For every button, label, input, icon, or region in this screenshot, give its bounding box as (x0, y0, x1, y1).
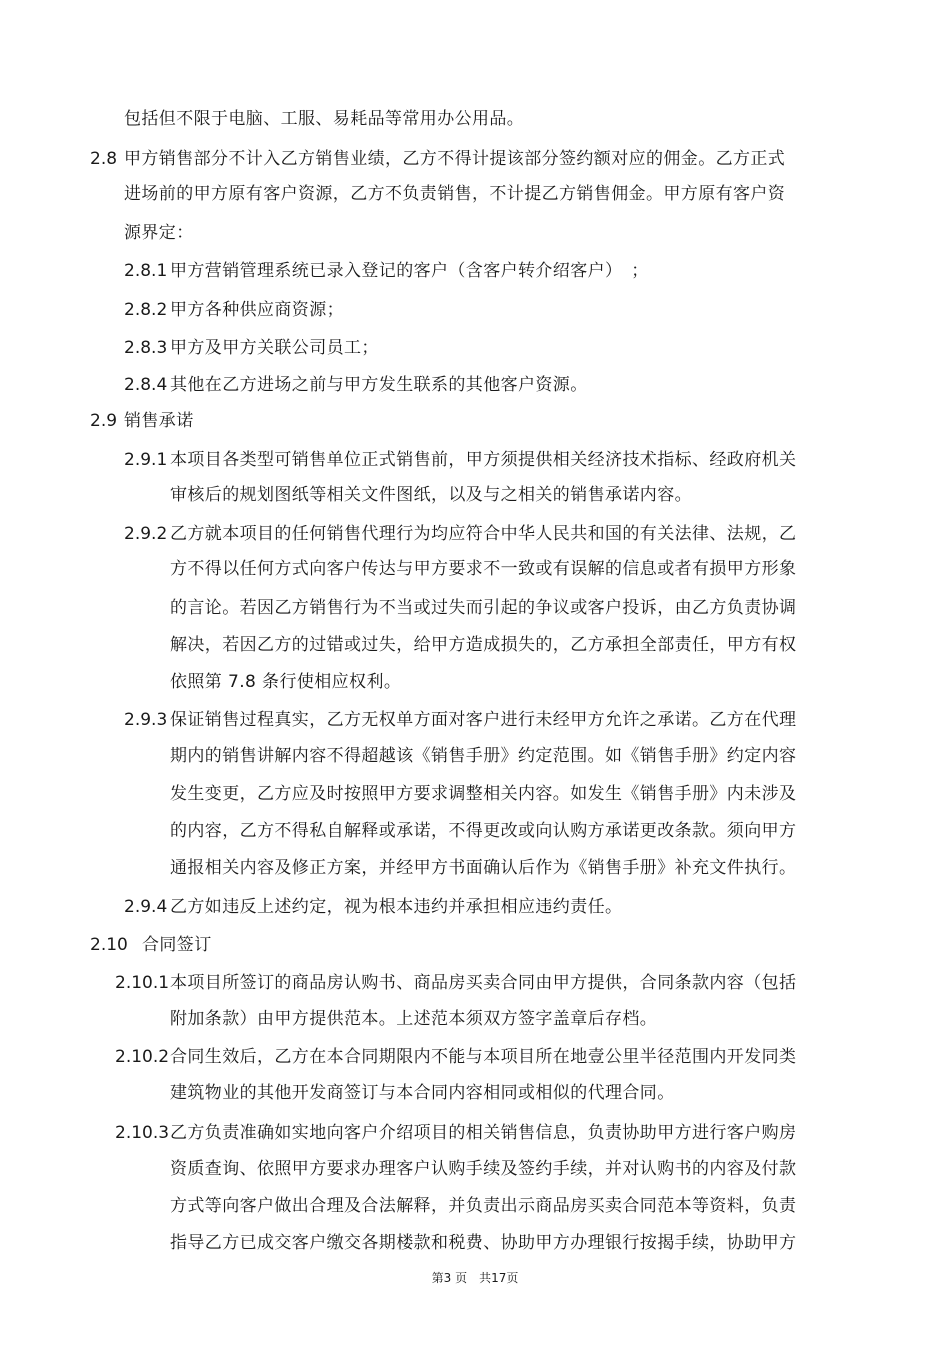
clause-number: 2.8.3 (124, 338, 168, 358)
text-line: 发生变更，乙方应及时按照甲方要求调整相关内容。如发生《销售手册》内未涉及 (170, 784, 797, 804)
text-line: 甲方各种供应商资源； (170, 300, 344, 320)
clause-number: 2.9.2 (124, 524, 168, 544)
text-line: 解决，若因乙方的过错或过失，给甲方造成损失的，乙方承担全部责任，甲方有权 (170, 635, 797, 655)
page-footer: 第3 页 共17页 (431, 1271, 519, 1285)
text-line: 本项目所签订的商品房认购书、商品房买卖合同由甲方提供，合同条款内容（包括 (170, 973, 797, 993)
section-number: 2.8 (90, 149, 118, 169)
text-line: 的言论。若因乙方销售行为不当或过失而引起的争议或客户投诉，由乙方负责协调 (170, 598, 797, 618)
text-line: 通报相关内容及修正方案，并经甲方书面确认后作为《销售手册》补充文件执行。 (170, 858, 797, 878)
section-number: 2.9 (90, 411, 118, 431)
text-line: 其他在乙方进场之前与甲方发生联系的其他客户资源。 (170, 375, 588, 395)
section-title: 销售承诺 (124, 411, 194, 431)
text-line: 甲方销售部分不计入乙方销售业绩，乙方不得计提该部分签约额对应的佣金。乙方正式 (124, 149, 786, 169)
text-line: 资质查询、依照甲方要求办理客户认购手续及签约手续，并对认购书的内容及付款 (170, 1159, 797, 1179)
text-line: 保证销售过程真实，乙方无权单方面对客户进行未经甲方允许之承诺。乙方在代理 (170, 710, 797, 730)
clause-number: 2.8.1 (124, 261, 168, 281)
text-line: 源界定： (124, 223, 194, 243)
section-number: 2.10 (90, 935, 128, 955)
text-line: 甲方及甲方关联公司员工； (170, 338, 379, 358)
text-line: 本项目各类型可销售单位正式销售前，甲方须提供相关经济技术指标、经政府机关 (170, 450, 797, 470)
text-line: 期内的销售讲解内容不得超越该《销售手册》约定范围。如《销售手册》约定内容 (170, 746, 797, 766)
text-line: 方不得以任何方式向客户传达与甲方要求不一致或有误解的信息或者有损甲方形象 (170, 559, 797, 579)
text-line: 乙方就本项目的任何销售代理行为均应符合中华人民共和国的有关法律、法规，乙 (170, 524, 797, 544)
clause-number: 2.10.1 (115, 973, 170, 993)
clause-number: 2.10.3 (115, 1123, 170, 1143)
text-line: 合同生效后，乙方在本合同期限内不能与本项目所在地壹公里半径范围内开发同类 (170, 1047, 797, 1067)
text-line: 指导乙方已成交客户缴交各期楼款和税费、协助甲方办理银行按揭手续，协助甲方 (170, 1233, 797, 1253)
text-line: 附加条款）由甲方提供范本。上述范本须双方签字盖章后存档。 (170, 1009, 658, 1029)
clause-number: 2.9.1 (124, 450, 168, 470)
clause-number: 2.8.4 (124, 375, 168, 395)
text-line: 审核后的规划图纸等相关文件图纸，以及与之相关的销售承诺内容。 (170, 485, 692, 505)
clause-number: 2.9.3 (124, 710, 168, 730)
clause-number: 2.9.4 (124, 897, 168, 917)
text-line: 依照第 7.8 条行使相应权利。 (170, 672, 402, 692)
text-line: 乙方如违反上述约定，视为根本违约并承担相应违约责任。 (170, 897, 623, 917)
clause-number: 2.8.2 (124, 300, 168, 320)
text-line: 包括但不限于电脑、工服、易耗品等常用办公用品。 (124, 109, 525, 129)
text-line: 建筑物业的其他开发商签订与本合同内容相同或相似的代理合同。 (170, 1083, 675, 1103)
text-line: 乙方负责准确如实地向客户介绍项目的相关销售信息，负责协助甲方进行客户购房 (170, 1123, 797, 1143)
clause-number: 2.10.2 (115, 1047, 170, 1067)
text-line: 方式等向客户做出合理及合法解释，并负责出示商品房买卖合同范本等资料，负责 (170, 1196, 797, 1216)
text-line: 进场前的甲方原有客户资源，乙方不负责销售，不计提乙方销售佣金。甲方原有客户资 (124, 184, 786, 204)
section-title: 合同签订 (142, 935, 212, 955)
text-line: 甲方营销管理系统已录入登记的客户（含客户转介绍客户） ； (170, 261, 649, 281)
text-line: 的内容，乙方不得私自解释或承诺，不得更改或向认购方承诺更改条款。须向甲方 (170, 821, 797, 841)
